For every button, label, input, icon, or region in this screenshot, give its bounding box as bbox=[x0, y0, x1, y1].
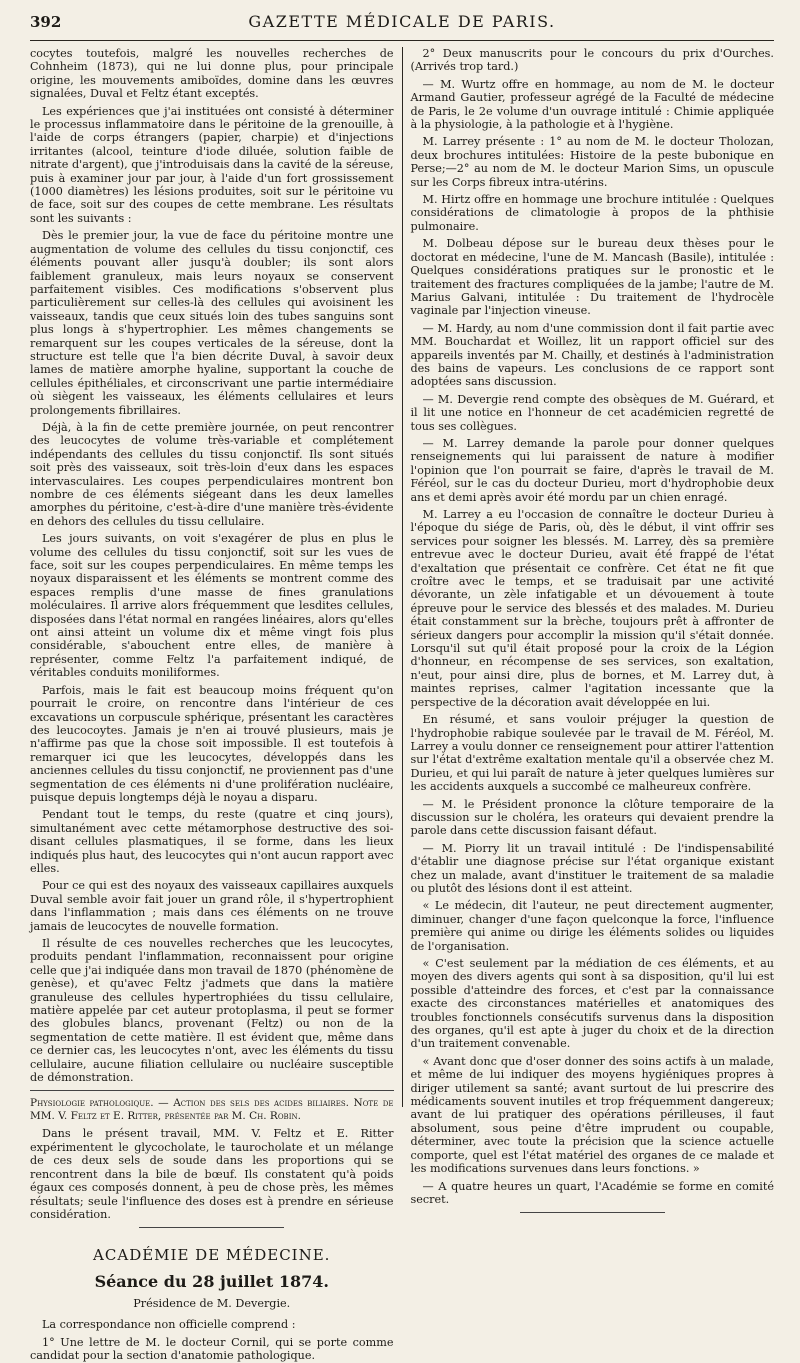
running-title: GAZETTE MÉDICALE DE PARIS. bbox=[248, 12, 556, 31]
paragraph: cocytes toutefois, malgré les nouvelles recherches de Cohnheim (1873), qui ne lui donne plus, pour principale origine, les mouvements amiboïdes, domine dans les œuvres signalées, Duval et Feltz étant exceptés. bbox=[30, 47, 394, 101]
paragraph: « Le médecin, dit l'auteur, ne peut directement augmenter, diminuer, changer d'une façon quelconque la force, l'influence première qui anime ou dirige les éléments solides ou liquides de l'organisation. bbox=[410, 899, 774, 953]
paragraph: Pour ce qui est des noyaux des vaisseaux capillaires auxquels Duval semble avoir fait jouer un grand rôle, il s'hypertrophient dans l'inflammation ; mais dans ces éléments on ne trouve jamais de leucocytes de nouvelle formation. bbox=[30, 879, 394, 933]
paragraph: En résumé, et sans vouloir préjuger la question de l'hydrophobie rabique soulevée par le travail de M. Féréol, M. Larrey a voulu donner ce renseignement pour attirer l'attention sur l'état d'extrême exaltation mentale qu'il a observée chez M. Durieu, et qui lui paraît de nature à jeter quelques lumières sur les accidents auxquels a succombé ce malheureux confrère. bbox=[410, 713, 774, 794]
paragraph: « Avant donc que d'oser donner des soins actifs à un malade, et même de lui indiquer des moyens hygiéniques propres à diriger utilement sa santé; avant surtout de lui prescrire des médicaments souvent inutiles et trop fréquemment dangereux; avant de lui pratiquer des opérations périlleuses, il faut absolument, sous peine d'être imprudent ou coupable, déterminer, avec toute la précision que la science actuelle comporte, quel est l'état matériel des organes de ce malade et les modifications survenues dans leurs fonctions. » bbox=[410, 1054, 774, 1176]
paragraph: — M. Piorry lit un travail intitulé : De l'indispensabilité d'établir une diagnose précise sur l'état organique existant chez un malade, avant d'instituer le traitement de sa maladie ou plutôt des lésions dont il est atteint. bbox=[410, 841, 774, 895]
paragraph: 2° Deux manuscrits pour le concours du prix d'Ourches. (Arrivés trop tard.) bbox=[410, 47, 774, 74]
left-column bbox=[30, 47, 402, 1363]
right-column bbox=[402, 47, 774, 1206]
paragraph: Dans le présent travail, MM. V. Feltz et E. Ritter expérimentent le glycocholate, le taurocholate et un mélange de ces deux sels de soude dans les proportions qui se rencontrent dans la bile de bœuf. Ils constatent qu'à poids égaux ces composés donnent, à peu de chose près, les mêmes résultats; seule l'influence des doses est à prendre en sérieuse considération. bbox=[30, 1127, 394, 1221]
paragraph: M. Hirtz offre en hommage une brochure intitulée : Quelques considérations de climatologie à propos de la phthisie pulmonaire. bbox=[410, 193, 774, 233]
paragraph: Dès le premier jour, la vue de face du péritoine montre une augmentation de volume des cellules du tissu conjonctif, ces éléments pouvant aller jusqu'à doubler; ils sont alors faiblement granuleux, mais leurs noyaux se conservent parfaitement visibles. Ces modifications s'observent plus particulièrement sur celles-là des cellules qui avoisinent les vaisseaux, tandis que ceux situés loin des tubes sanguins sont plus longs à s'hypertrophier. Les mêmes changements se remarquent sur les coupes verticales de la séreuse, dont la structure est telle que l'a bien décrite Duval, à savoir deux lames de matière amorphe hyaline, supportant la couche de cellules épithéliales, et circonscrivant une partie intermédiaire où siègent les vaisseaux, les éléments cellulaires et leurs prolongements fibrillaires. bbox=[30, 229, 394, 417]
paragraph: M. Larrey a eu l'occasion de connaître le docteur Durieu à l'époque du siége de Paris, où, dès le début, il vint offrir ses services pour soigner les blessés. M. Larrey, dès sa première entrevue avec le docteur Durieu, avait été frappé de l'état d'exaltation que présentait ce confrère. Cet état ne fit que croître avec le temps, et se traduisait par une activité dévorante, un zèle infatigable et un dévouement à toute épreuve pour le service des blessés et des malades. M. Durieu était constamment sur la brèche, toujours prêt à affronter de sérieux dangers pour accomplir la mission qu'il s'était donnée. Lorsqu'il sut qu'il était proposé pour la croix de la Légion d'honneur, en récompense de ses services, son exaltation, n'eut, pour ainsi dire, plus de bornes, et M. Larrey dut, à maintes reprises, calmer l'agitation incessante que la perspective de la décoration avait développée en lui. bbox=[410, 508, 774, 709]
paragraph: « C'est seulement par la médiation de ces éléments, et au moyen des divers agents qui sont à sa disposition, qu'il lui est possible d'atteindre des forces, et c'est par la connaissance exacte des circonstances matérielles et anatomiques des troubles fonctionnels consécutifs survenus dans la disposition des organes, qu'il est apte à juger du choix et de la direction d'un traitement convenable. bbox=[410, 957, 774, 1051]
paragraph: — M. Hardy, au nom d'une commission dont il fait partie avec MM. Bouchardat et Woillez, lit un rapport officiel sur des appareils inventés par M. Chailly, et destinés à l'administration des bains de vapeurs. Les conclusions de ce rapport sont adoptées sans discussion. bbox=[410, 321, 774, 389]
paragraph: Pendant tout le temps, du reste (quatre et cinq jours), simultanément avec cette métamorphose destructive des soi-disant cellules plasmatiques, il se forme, dans les lieux indiqués plus haut, des leucocytes qui n'ont aucun rapport avec elles. bbox=[30, 808, 394, 875]
paragraph: La correspondance non officielle comprend : bbox=[42, 1318, 296, 1332]
divider bbox=[30, 1090, 394, 1091]
academy-heading: ACADÉMIE DE MÉDECINE. bbox=[93, 1246, 331, 1265]
page-number: 392 bbox=[30, 13, 62, 31]
divider bbox=[139, 1227, 284, 1228]
paragraph: — M. le Président prononce la clôture temporaire de la discussion sur le choléra, les orateurs qui devaient prendre la parole dans cette discussion faisant défaut. bbox=[410, 797, 774, 838]
paragraph: — M. Larrey demande la parole pour donner quelques renseignements qui lui paraissent de nature à modifier l'opinion que l'on pourrait se faire, d'après le travail de M. Féréol, sur le cas du docteur Durieu, mort d'hydrophobie deux ans et demi après avoir été mordu par un chien enragé. bbox=[410, 436, 774, 504]
paragraph: Il résulte de ces nouvelles recherches que les leucocytes, produits pendant l'inflammation, reconnaissent pour origine celle que j'ai indiquée dans mon travail de 1870 (phénomène de genèse), et qu'avec Feltz j'admets que dans la matière granuleuse des cellules hypertrophiées du tissu cellulaire, matière appelée par cet auteur protoplasma, il peut se former des globules blancs, provenant (Feltz) ou non de la segmentation de cette matière. Il est évident que, même dans ce dernier cas, les leucocytes n'ont, avec les éléments du tissu cellulaire, aucune filiation cellulaire ou nucléaire susceptible de démonstration. bbox=[30, 937, 394, 1085]
divider bbox=[520, 1212, 665, 1213]
paragraph: Parfois, mais le fait est beaucoup moins fréquent qu'on pourrait le croire, on rencontre dans l'intérieur de ces excavations un corpuscule sphérique, présentant les caractères des leucocoytes. Jamais je n'en ai trouvé plusieurs, mais je n'affirme pas que la chose soit impossible. Il est toutefois à remarquer ici que les leucocytes, développés dans les anciennes cellules du tissu conjonctif, ne proviennent pas d'une segmentation de ces éléments ni d'une prolifération nucléaire, puisque depuis longtemps déjà le noyau a disparu. bbox=[30, 683, 394, 804]
paragraph: — M. Wurtz offre en hommage, au nom de M. le docteur Armand Gautier, professeur agrégé de la Faculté de médecine de Paris, le 2e volume d'un ouvrage intitulé : Chimie appliquée à la physiologie, à la pathologie et à l'hygiène. bbox=[410, 77, 774, 132]
paragraph: — M. Devergie rend compte des obsèques de M. Guérard, et il lit une notice en l'honneur de cet académicien regretté de tous ses collègues. bbox=[410, 392, 774, 433]
columns bbox=[30, 47, 774, 1363]
paragraph: Déjà, à la fin de cette première journée, on peut rencontrer des leucocytes de volume très-variable et complétement indépendants des cellules du tissu conjonctif. Ils sont situés soit près des vaisseaux, soit très-loin d'eux dans les espaces intervasculaires. Les coupes perpendiculaires montrent bon nombre de ces éléments siégeant dans les deux lamelles amorphes du péritoine, c'est-à-dire d'une manière très-évidente en dehors des cellules du tissu cellulaire. bbox=[30, 420, 394, 528]
paragraph: — A quatre heures un quart, l'Académie se forme en comité secret. bbox=[410, 1179, 774, 1206]
session-heading: Séance du 28 juillet 1874. bbox=[94, 1272, 329, 1292]
presidence-line: Présidence de M. Devergie. bbox=[133, 1297, 291, 1311]
paragraph: M. Larrey présente : 1° au nom de M. le docteur Tholozan, deux brochures intitulées: Histoire de la peste bubonique en Perse;—2° au nom de M. le docteur Marion Sims, un opuscule sur les Corps fibreux intra-utérins. bbox=[410, 135, 774, 189]
paragraph: Les jours suivants, on voit s'exagérer de plus en plus le volume des cellules du tissu conjonctif, soit sur les vues de face, soit sur les coupes perpendiculaires. En même temps les noyaux disparaissent et les éléments se montrent comme des espaces remplis d'une masse de fines granulations moléculaires. Il arrive alors fréquemment que lesdites cellules, disposées dans l'état normal en rangées linéaires, alors qu'elles ont ainsi atteint un volume dix et même vingt fois plus considérable, s'abouchent entre elles, de manière à représenter, comme Feltz l'a parfaitement indiqué, de véritables conduits moniliformes. bbox=[30, 532, 394, 680]
section-heading: Physiologie pathologique. — Action des sels des acides biliaires. Note de MM. V. Feltz et E. Ritter, présentée par M. Ch. Robin. bbox=[30, 1097, 394, 1123]
page-header bbox=[30, 12, 774, 41]
paragraph: Les expériences que j'ai instituées ont consisté à déterminer le processus inflammatoire dans le péritoine de la grenouille, à l'aide de corps étrangers (papier, charpie) et d'injections irritantes (alcool, teinture d'iode diluée, solution faible de nitrate d'argent), que j'introduisais dans la cavité de la séreuse, puis à examiner jour par jour, à l'aide d'un fort grossissement (1000 diamètres) les lésions produites, soit sur le péritoine vu de face, soit sur des coupes de cette membrane. Les résultats sont les suivants : bbox=[30, 104, 394, 225]
paragraph: M. Dolbeau dépose sur le bureau deux thèses pour le doctorat en médecine, l'une de M. Mancash (Basile), intitulée : Quelques considérations pratiques sur le pronostic et le traitement des fractures compliquées de la jambe; l'autre de M. Marius Galvani, intitulée : Du traitement de l'hydrocèle vaginale par l'injection vineuse. bbox=[410, 237, 774, 318]
paragraph: 1° Une lettre de M. le docteur Cornil, qui se porte comme candidat pour la section d'anatomie pathologique. bbox=[30, 1335, 394, 1363]
